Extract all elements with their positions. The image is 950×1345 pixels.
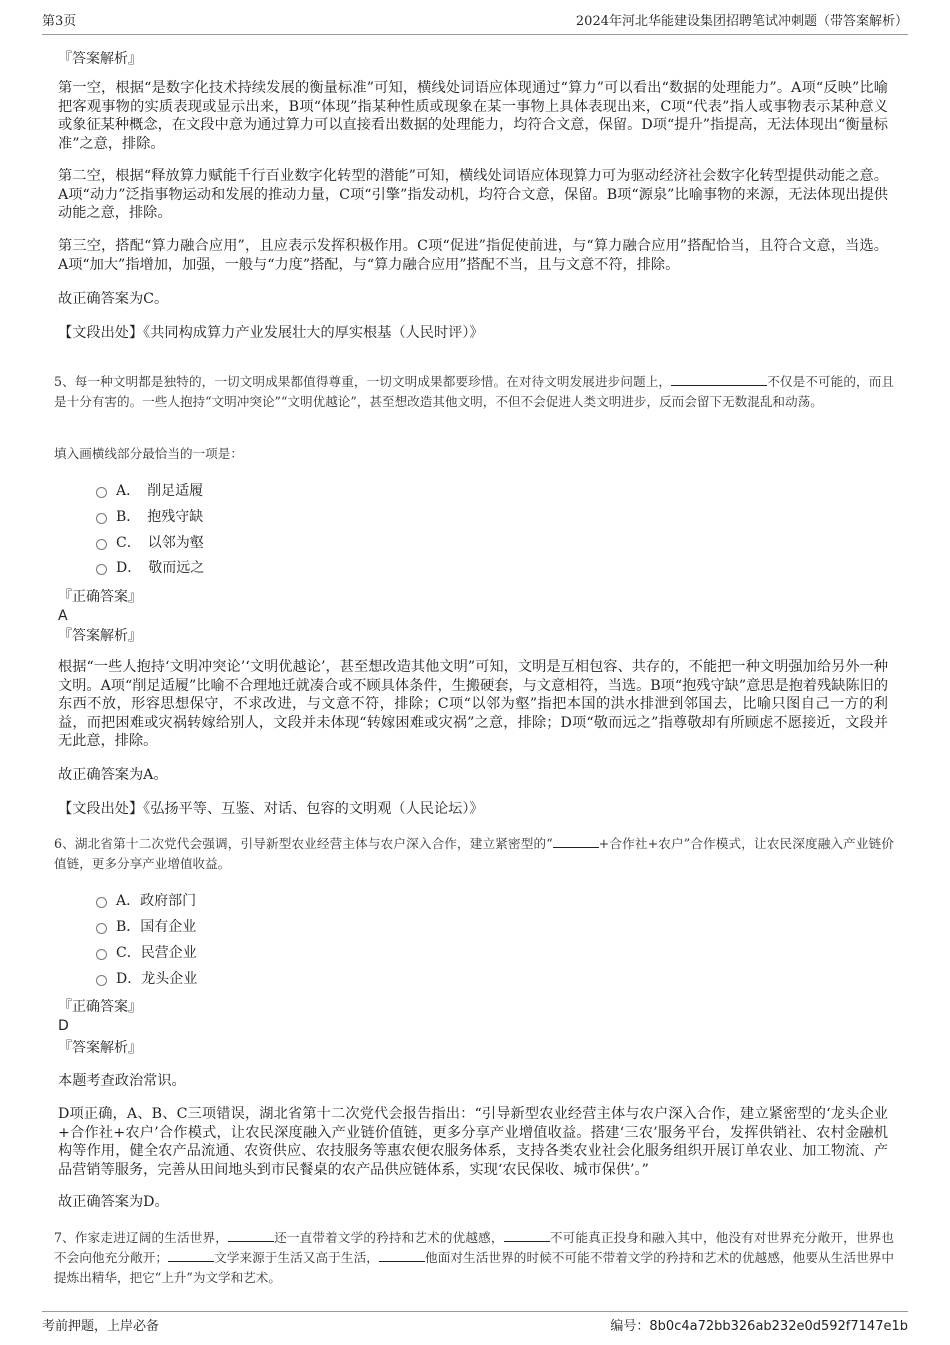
radio-icon[interactable] (96, 539, 107, 550)
option-d[interactable]: D．龙头企业 (96, 969, 197, 989)
document-code: 编号：8b0c4a72bb326ab232e0d592f7147e1b (610, 1319, 908, 1334)
analysis-heading: 『答案解析』 (58, 1040, 142, 1056)
analysis-paragraph: 第二空，根据“释放算力赋能千行百业数字化转型的潜能”可知，横线处词语应体现算力可为驱动经济社会数字化转型提供动能之意。A项“动力”泛指事物运动和发展的推动力量，C项“引擎”指发动机，均符合文意，保留。B项“源泉”比喻事物的来源，无法体现出提供动能之意，排除。 (58, 168, 888, 222)
answer-blank (504, 1229, 550, 1242)
question-stem: 5、每一种文明都是独特的，一切文明成果都值得尊重，一切文明成果都要珍惜。在对待文明发展进步问题上， 不仅是不可能的，而且是十分有害的。一些人抱持“文明冲突论”“文明优越论”，甚至想改造其他文明，不但不会促进人类文明进步，反而会留下无数混乱和动荡。 (54, 374, 895, 409)
document-title: 2024年河北华能建设集团招聘笔试冲刺题（带答案解析） (575, 14, 908, 29)
radio-icon[interactable] (96, 513, 107, 524)
radio-icon[interactable] (96, 564, 107, 575)
question-stem: 6、湖北省第十二次党代会强调，引导新型农业经营主体与农户深入合作，建立紧密型的“ +合作社+农户”合作模式，让农民深度融入产业链价值链，更多分享产业增值收益。 (54, 836, 894, 871)
option-c[interactable]: C． 以邻为壑 (96, 533, 204, 553)
conclusion: 故正确答案为D。 (58, 1194, 169, 1210)
analysis-paragraph: 第一空，根据“是数字化技术持续发展的衡量标准”可知，横线处词语应体现通过“算力”可以看出“数据的处理能力”。A项“反映”比喻把客观事物的实质表现或显示出来，B项“体现”指某种性质或现象在某一事物上具体表现出来，C项“代表”指人或事物表示某种意义或象征某种概念，在文段中意为通过算力可以直接看出数据的处理能力，均符合文意，保留。D项“提升”指提高，无法体现出“衡量标准”之意，排除。 (58, 80, 888, 152)
correct-answer-heading: 『正确答案』 (58, 589, 142, 605)
conclusion: 故正确答案为A。 (58, 767, 168, 783)
answer-blank (379, 1249, 425, 1262)
answer-blank (671, 373, 767, 386)
analysis-heading: 『答案解析』 (58, 51, 142, 67)
source-citation: 【文段出处】《弘扬平等、互鉴、对话、包容的文明观（人民论坛）》 (58, 801, 484, 817)
radio-icon[interactable] (96, 949, 107, 960)
answer-blank (553, 835, 599, 848)
correct-answer: D (58, 1018, 69, 1034)
answer-blank (168, 1249, 214, 1262)
analysis-paragraph: 本题考查政治常识。 (58, 1073, 186, 1089)
option-b[interactable]: B． 抱残守缺 (96, 507, 203, 527)
analysis-paragraph: 根据“一些人抱持‘文明冲突论’‘文明优越论’，甚至想改造其他文明”可知，文明是互相包容、共存的，不能把一种文明强加给另外一种文明。A项“削足适履”比喻不合理地迁就凑合或不顾具体条件，生搬硬套，与文意相符，当选。B项“抱残守缺”意思是抱着残缺陈旧的东西不放，形容思想保守，不求改进，与文意不符，排除；C项“以邻为壑”指把本国的洪水排泄到邻国去，比喻只图自己一方的利益，而把困难或灾祸转嫁给别人，文段并未体现“转嫁困难或灾祸”之意，排除；D项“敬而远之”指尊敬却有所顾虑不愿接近，文段并无此意，排除。 (58, 659, 889, 750)
footer-slogan: 考前押题，上岸必备 (42, 1319, 160, 1334)
conclusion: 故正确答案为C。 (58, 291, 169, 307)
correct-answer-heading: 『正确答案』 (58, 999, 142, 1015)
option-c[interactable]: C．民营企业 (96, 943, 197, 963)
source-citation: 【文段出处】《共同构成算力产业发展壮大的厚实根基（人民时评）》 (58, 325, 484, 341)
radio-icon[interactable] (96, 487, 107, 498)
option-d[interactable]: D． 敬而远之 (96, 558, 204, 578)
option-b[interactable]: B．国有企业 (96, 917, 196, 937)
radio-icon[interactable] (96, 897, 107, 908)
option-a[interactable]: A．政府部门 (96, 891, 196, 911)
page-footer (42, 1311, 908, 1336)
answer-blank (228, 1229, 274, 1242)
radio-icon[interactable] (96, 923, 107, 934)
correct-answer: A (58, 608, 68, 624)
question-stem: 7、作家走进辽阔的生活世界， 还一直带着文学的矜持和艺术的优越感， 不可能真正投身和融入其中，他没有对世界充分敞开，世界也不会向他充分敞开； 文学来源于生活又高于生活， 他面对生活世界的时候不可能不带着文学的矜持和艺术的优越感，他要从生活世界中提炼出精华，把它“上升”为文学和艺术。 (54, 1230, 895, 1285)
analysis-paragraph: 第三空，搭配“算力融合应用”，且应表示发挥积极作用。C项“促进”指促使前进，与“算力融合应用”搭配恰当，且符合文意，当选。A项“加大”指增加，加强，一般与“力度”搭配，与“算力融合应用”搭配不当，且与文意不符，排除。 (58, 238, 888, 273)
question-prompt: 填入画横线部分最恰当的一项是： (54, 446, 243, 461)
page-header (42, 12, 908, 35)
analysis-heading: 『答案解析』 (58, 628, 142, 644)
page-number: 第3页 (42, 14, 77, 29)
radio-icon[interactable] (96, 975, 107, 986)
option-a[interactable]: A． 削足适履 (96, 481, 203, 501)
analysis-paragraph: D项正确，A、B、C三项错误，湖北省第十二次党代会报告指出：“引导新型农业经营主体与农户深入合作，建立紧密型的‘龙头企业+合作社+农户’合作模式，让农民深度融入产业链价值链，更多分享产业增值收益。搭建‘三农’服务平台，发挥供销社、农村金融机构等作用，健全农产品流通、农资供应、农技服务等惠农便农服务体系，支持各类农业社会化服务组织开展订单农业、加工物流、产品营销等服务，完善从田间地头到市民餐桌的农产品供应链体系，实现‘农民保收、城市保供’。” (58, 1106, 888, 1178)
